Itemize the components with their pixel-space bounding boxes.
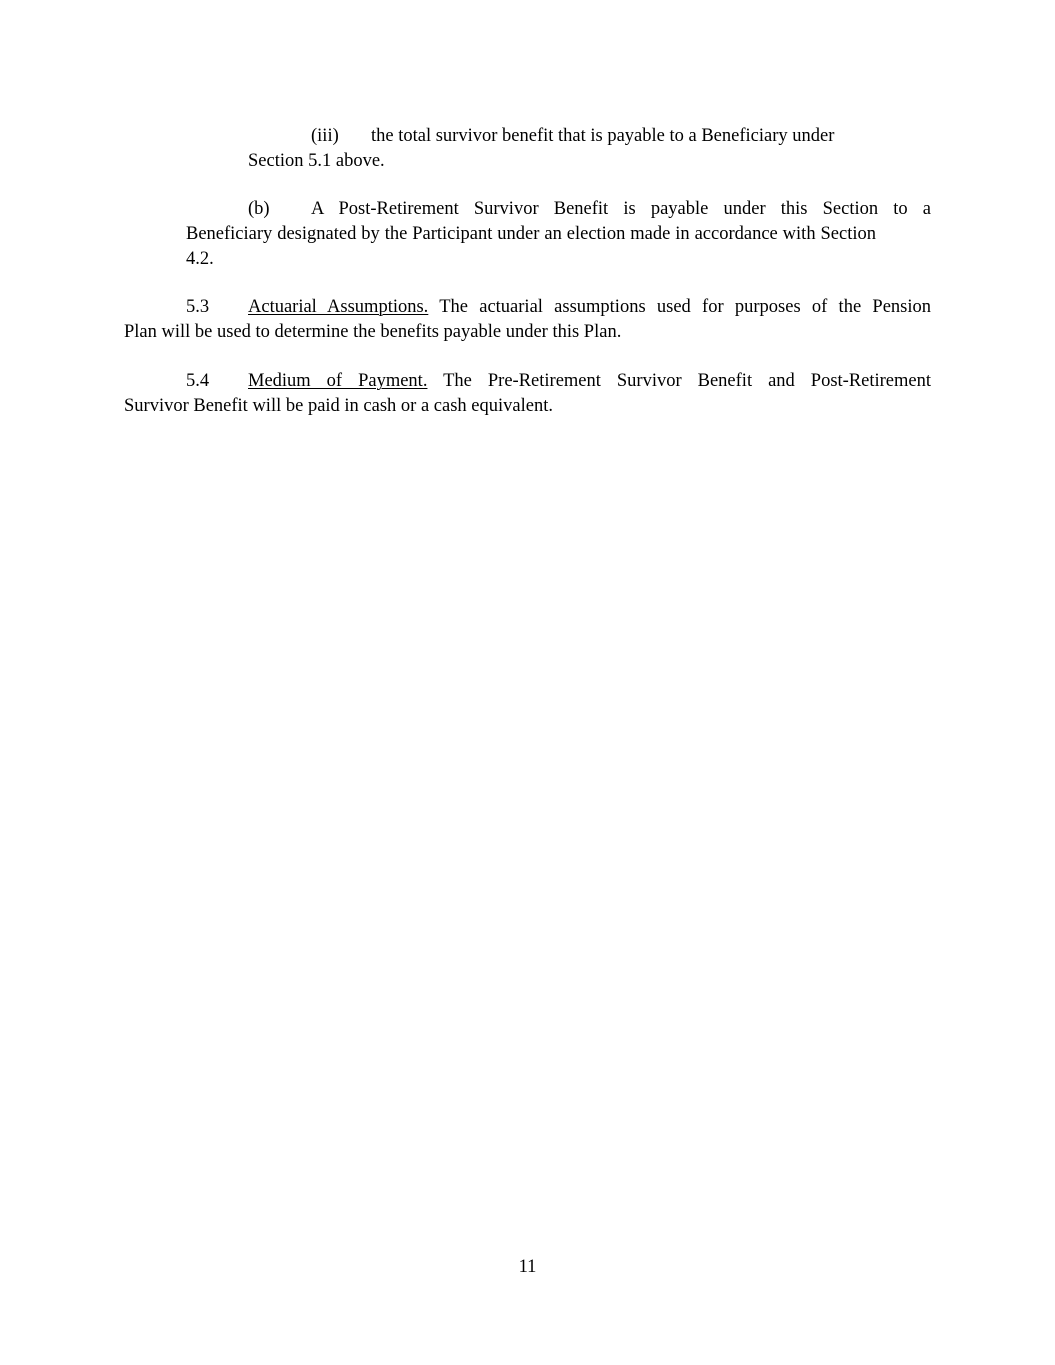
subparagraph-b-text-rest: Beneficiary designated by the Participant under an election made in accordance with Section 4.2. (186, 224, 876, 269)
subparagraph-iii-line1: the total survivor benefit that is payable to a Beneficiary under (371, 126, 835, 146)
page-number: 11 (518, 1257, 537, 1277)
section-5-3-number: 5.3 (186, 297, 210, 317)
section-5-4-heading: Medium of Payment. (248, 371, 428, 391)
section-5-3-text-first: The actuarial assumptions used for purposes of the Pension (439, 297, 931, 317)
section-5-4-number: 5.4 (186, 371, 210, 391)
section-5-4-text-first: The Pre-Retirement Survivor Benefit and Post-Retirement (443, 371, 932, 391)
section-5-3 (124, 295, 931, 345)
subparagraph-iii-first-line (248, 124, 930, 149)
section-5-4-first-line (124, 369, 931, 394)
subparagraph-b-first-line (186, 197, 931, 222)
subparagraph-b-text-first: A Post-Retirement Survivor Benefit is payable under this Section to a (311, 199, 931, 219)
subparagraph-b (186, 197, 931, 272)
section-5-3-first-line (124, 295, 931, 320)
subparagraph-b-number: (b) (248, 199, 270, 219)
subparagraph-iii-line2: Section 5.1 above. (248, 151, 385, 171)
section-5-3-text-rest: Plan will be used to determine the benefits payable under this Plan. (124, 322, 622, 342)
subparagraph-iii-number: (iii) (311, 126, 339, 146)
section-5-3-heading: Actuarial Assumptions. (248, 297, 429, 317)
section-5-4 (124, 369, 931, 419)
section-5-4-text-rest: Survivor Benefit will be paid in cash or a cash equivalent. (124, 396, 553, 416)
subparagraph-iii (248, 124, 930, 174)
